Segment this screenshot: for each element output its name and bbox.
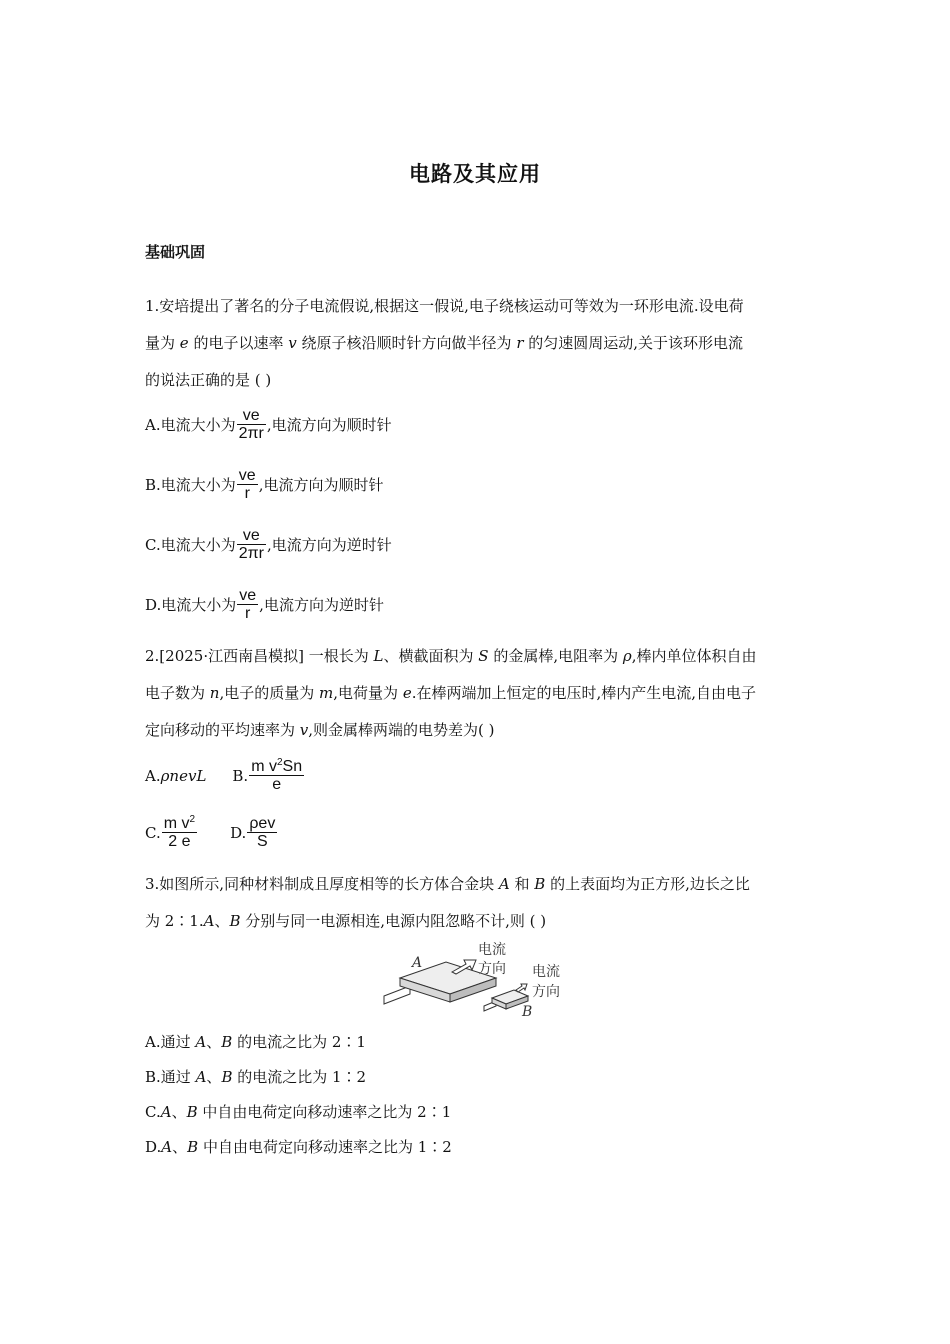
q2-text: ,棒内单位体积自由	[631, 647, 757, 665]
q3-option-c[interactable]	[145, 1102, 451, 1122]
option-text: 、	[172, 1138, 188, 1156]
option-label: B.电流大小为	[145, 476, 236, 494]
q3-text: 为 2∶1.	[145, 912, 204, 930]
q1-text: 绕原子核沿顺时针方向做半径为	[301, 334, 512, 352]
direction-label-2: 方向	[532, 984, 560, 1000]
var-A: A	[195, 1068, 207, 1086]
q3-line-1	[145, 874, 750, 894]
var-A: A	[203, 912, 215, 930]
var-v: v	[299, 721, 309, 739]
var-A: A	[498, 875, 510, 893]
q1-option-c[interactable]	[145, 527, 392, 562]
q1-text: 的说法正确的是 ( )	[145, 371, 272, 389]
option-text: 、	[171, 1103, 187, 1121]
alloy-block-figure	[380, 940, 580, 1020]
var-e: e	[179, 334, 189, 352]
label-b: B	[522, 1004, 533, 1020]
direction-label-1: 方向	[478, 961, 506, 977]
q2-text: 电子数为	[145, 684, 206, 702]
q2-line-1	[145, 646, 757, 666]
option-text: ,电流方向为顺时针	[258, 476, 384, 494]
q2-line-3	[145, 720, 495, 740]
q2-text: ,电荷量为	[333, 684, 399, 702]
option-label: D.电流大小为	[145, 596, 237, 614]
q3-option-a[interactable]	[145, 1032, 366, 1052]
var-A: A	[161, 1138, 173, 1156]
var-B: B	[221, 1033, 233, 1051]
q3-option-d[interactable]	[145, 1137, 452, 1157]
option-label: C.电流大小为	[145, 536, 236, 554]
option-label: A.	[145, 766, 161, 785]
numerator: ve	[237, 407, 266, 425]
var-S: S	[478, 647, 489, 665]
numerator: ve	[238, 467, 256, 484]
q3-text: 、	[214, 912, 230, 930]
page-title: 电路及其应用	[409, 161, 541, 186]
q2-text: .在棒两端加上恒定的电压时,棒内产生电流,自由电子	[411, 684, 757, 702]
denominator: r	[245, 605, 251, 622]
q1-text: 1.安培提出了著名的分子电流假说,根据这一假说,电子绕核运动可等效为一环形电流.设电荷	[145, 297, 744, 315]
numerator	[162, 815, 197, 833]
q1-line-1	[145, 296, 744, 316]
var-L: L	[373, 647, 384, 665]
q2-option-b[interactable]	[232, 758, 305, 793]
option-text: 、	[206, 1033, 222, 1051]
q3-text: 分别与同一电源相连,电源内阻忽略不计,则 ( )	[245, 912, 547, 930]
fraction	[237, 587, 258, 622]
fraction	[249, 758, 304, 793]
q1-line-2	[145, 333, 743, 353]
var-v: v	[288, 334, 297, 352]
option-text: 的电流之比为 2∶1	[237, 1033, 366, 1051]
option-text: 的电流之比为 1∶2	[237, 1068, 367, 1086]
option-label: C.	[145, 823, 161, 842]
q2-text: 的金属棒,电阻率为	[493, 647, 619, 665]
denominator: r	[244, 485, 250, 502]
q2-text: 定向移动的平均速率为	[145, 721, 296, 739]
denominator: 2πr	[238, 545, 264, 562]
q3-text: 的上表面均为正方形,边长之比	[550, 875, 750, 893]
numerator-part: m v	[251, 758, 277, 775]
option-text: 中自由电荷定向移动速率之比为 2∶1	[202, 1103, 452, 1121]
option-label: B.	[232, 766, 249, 785]
fraction	[247, 815, 277, 850]
numerator-part: Sn	[282, 758, 303, 775]
var-A: A	[195, 1033, 207, 1051]
q3-text: 3.如图所示,同种材料制成且厚度相等的长方体合金块	[145, 875, 495, 893]
q2-text: ,则金属棒两端的电势差为( )	[308, 721, 495, 739]
current-label-2: 电流	[532, 964, 560, 980]
q1-option-b[interactable]	[145, 467, 383, 502]
q2-line-2	[145, 683, 756, 703]
var-B: B	[186, 1103, 198, 1121]
numerator: ve	[237, 527, 266, 545]
q2-options-row-1	[145, 758, 305, 793]
fraction	[237, 467, 258, 502]
numerator-part: m v	[163, 815, 190, 832]
option-text: A.通过	[145, 1033, 191, 1051]
var-B: B	[229, 912, 241, 930]
option-text: D.	[145, 1138, 162, 1156]
label-a: A	[412, 955, 423, 971]
q2-text: ,电子的质量为	[219, 684, 315, 702]
q1-option-a[interactable]	[145, 407, 392, 442]
q1-text: 的匀速圆周运动,关于该环形电流	[528, 334, 744, 352]
var-B: B	[534, 875, 546, 893]
lead-a	[384, 986, 410, 1004]
var-r: r	[516, 334, 524, 352]
exponent: 2	[276, 757, 283, 768]
var-B: B	[187, 1138, 199, 1156]
option-value: ρnevL	[160, 766, 207, 785]
q2-option-d[interactable]	[230, 815, 278, 850]
current-label-1: 电流	[478, 942, 506, 958]
fraction	[237, 407, 266, 442]
q2-text: 、横截面积为	[383, 647, 474, 665]
numerator: ρev	[249, 815, 276, 832]
exponent: 2	[189, 814, 196, 825]
denominator: 2πr	[238, 425, 264, 442]
q3-option-b[interactable]	[145, 1067, 366, 1087]
option-text: ,电流方向为顺时针	[266, 416, 392, 434]
option-text: 中自由电荷定向移动速率之比为 1∶2	[202, 1138, 452, 1156]
q3-line-2	[145, 911, 546, 931]
option-label: A.电流大小为	[145, 416, 236, 434]
q1-text: 量为	[145, 334, 176, 352]
var-e: e	[402, 684, 412, 702]
q3-text: 和	[514, 875, 530, 893]
option-text: ,电流方向为逆时针	[259, 596, 384, 614]
q2-text: 2.[2025·江西南昌模拟] 一根长为	[145, 647, 369, 665]
option-text: C.	[145, 1103, 161, 1121]
var-A: A	[160, 1103, 172, 1121]
fraction	[237, 527, 266, 562]
var-B: B	[221, 1068, 233, 1086]
numerator	[249, 758, 304, 776]
q2-option-c[interactable]	[145, 815, 198, 850]
fraction	[162, 815, 197, 850]
numerator: ve	[239, 587, 257, 604]
var-n: n	[209, 684, 220, 702]
option-text: B.通过	[145, 1068, 191, 1086]
q2-options-row-2	[145, 815, 278, 850]
section-heading: 基础巩固	[145, 243, 206, 261]
q1-line-3	[145, 370, 271, 390]
option-text: ,电流方向为逆时针	[266, 536, 392, 554]
var-rho: ρ	[622, 647, 632, 665]
denominator: S	[256, 833, 268, 850]
var-m: m	[319, 684, 334, 702]
q2-option-a[interactable]	[145, 767, 206, 785]
q1-text: 的电子以速率	[193, 334, 284, 352]
arrow-icon	[516, 984, 527, 992]
denominator: e	[272, 776, 282, 793]
denominator: 2 e	[168, 833, 191, 850]
q1-option-d[interactable]	[145, 587, 384, 622]
option-label: D.	[230, 823, 247, 842]
option-text: 、	[206, 1068, 222, 1086]
